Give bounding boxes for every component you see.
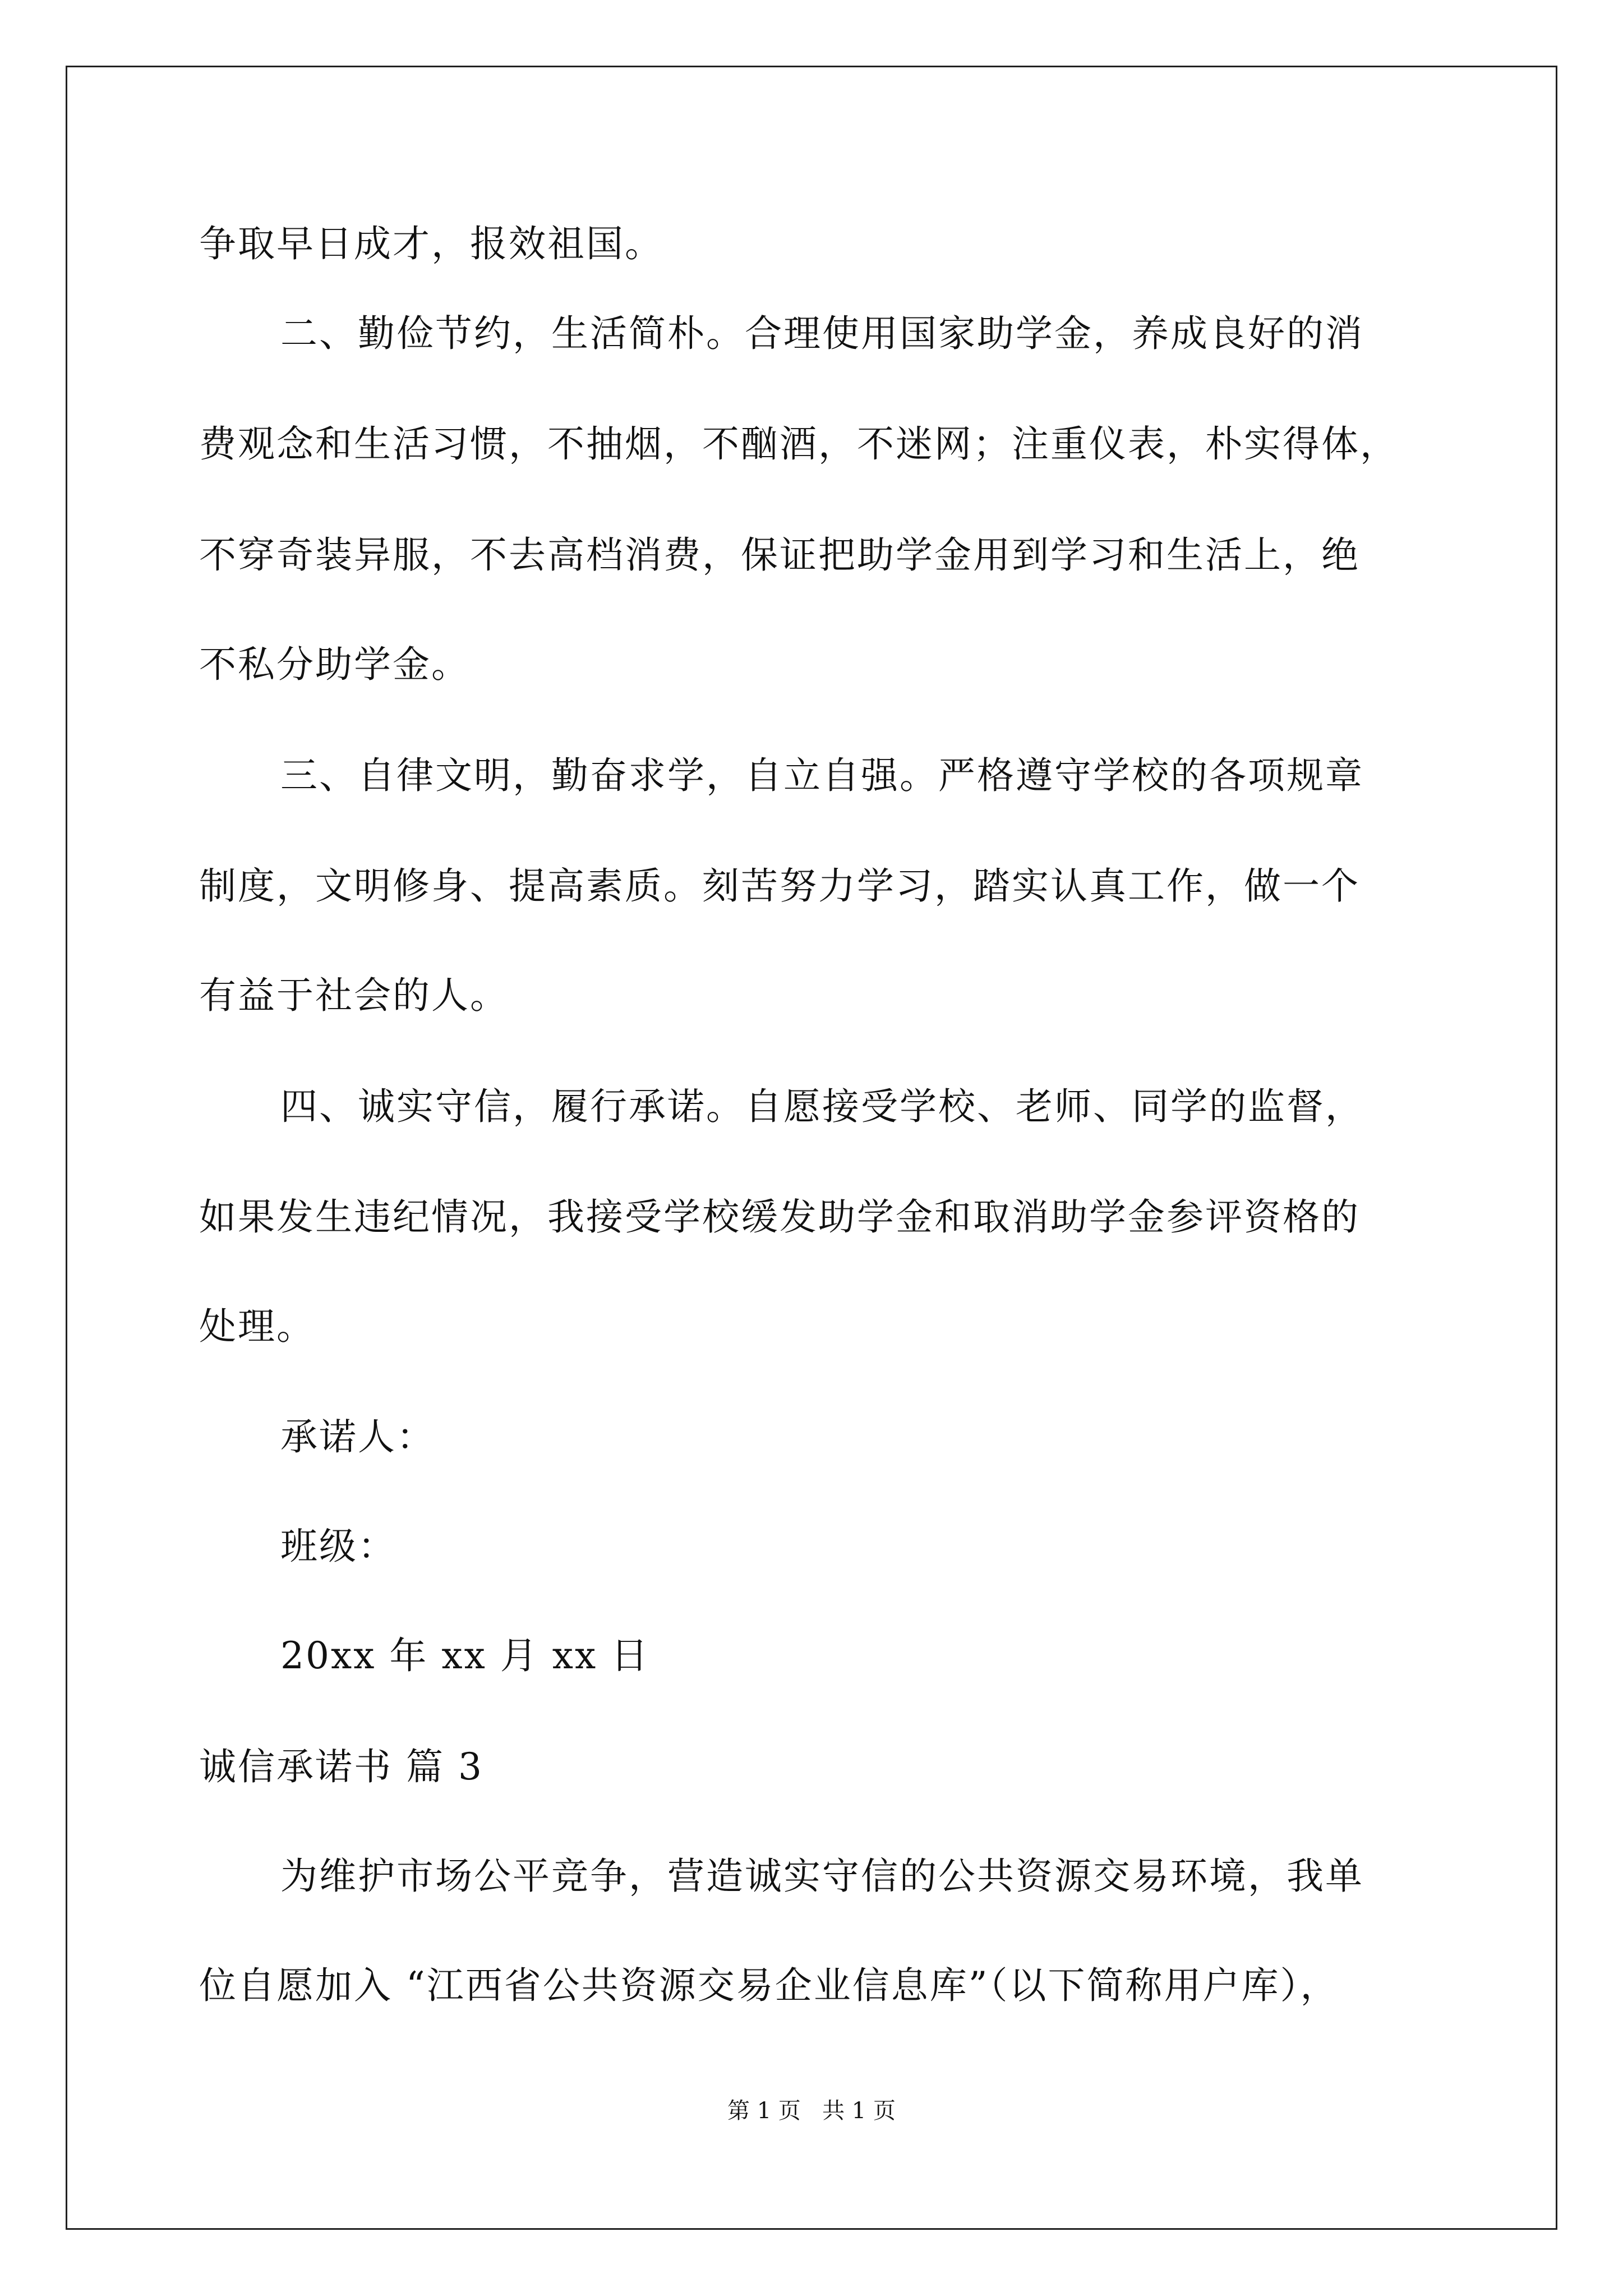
body-line-3: 费观念和生活习惯，不抽烟，不酗酒，不迷网；注重仪表，朴实得体， xyxy=(199,422,1399,466)
body-line-10: 如果发生违纪情况，我接受学校缓发助学金和取消助学金参评资格的 xyxy=(199,1195,1360,1239)
body-line-4: 不穿奇装异服，不去高档消费，保证把助学金用到学习和生活上，绝 xyxy=(199,533,1360,577)
body-line-13: 位自愿加入 “江西省公共资源交易企业信息库”（以下简称用户库）， xyxy=(199,1964,1339,2007)
date-line: 20xx 年 xx 月 xx 日 xyxy=(280,1634,650,1677)
page-footer: 第 1 页 共 1 页 xyxy=(727,2098,896,2124)
body-line-7: 制度，文明修身、提高素质。刻苦努力学习，踏实认真工作，做一个 xyxy=(199,864,1360,908)
body-line-1: 争取早日成才，报效祖国。 xyxy=(199,222,663,265)
body-line-2: 二、勤俭节约，生活简朴。合理使用国家助学金，养成良好的消 xyxy=(280,312,1364,355)
body-line-9: 四、诚实守信，履行承诺。自愿接受学校、老师、同学的监督， xyxy=(280,1085,1364,1128)
section-heading: 诚信承诺书 篇 3 xyxy=(199,1745,483,1788)
body-line-12: 为维护市场公平竞争，营造诚实守信的公共资源交易环境，我单 xyxy=(280,1855,1364,1898)
body-line-6: 三、自律文明，勤奋求学，自立自强。严格遵守学校的各项规章 xyxy=(280,754,1364,797)
body-line-5: 不私分助学金。 xyxy=(199,643,470,686)
signer-label: 承诺人： xyxy=(280,1415,435,1458)
class-label: 班级： xyxy=(280,1525,396,1568)
page-border xyxy=(66,66,1557,2230)
body-line-8: 有益于社会的人。 xyxy=(199,974,509,1017)
body-line-11: 处理。 xyxy=(199,1305,315,1348)
